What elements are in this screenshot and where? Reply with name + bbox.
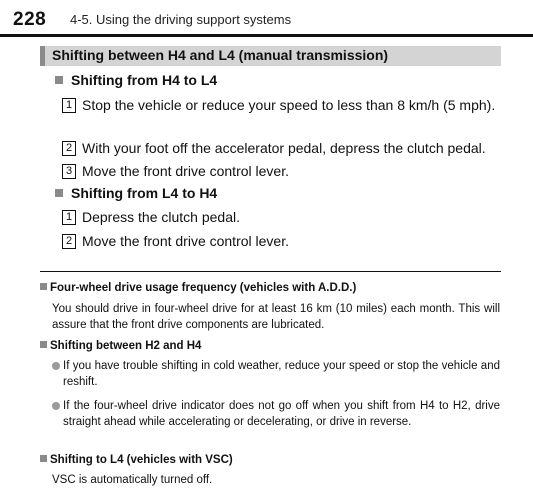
- note-body: You should drive in four-wheel drive for at least 16 km (10 miles) each month. This will assure that the front drive components are lubricated.: [52, 303, 500, 331]
- step-item: [62, 208, 500, 227]
- page-header: [0, 0, 533, 36]
- note-heading: [40, 454, 233, 466]
- section-heading-bar: [40, 46, 501, 66]
- section-title: Shifting between H4 and L4 (manual transmission): [52, 47, 389, 63]
- chapter-title: 4-5. Using the driving support systems: [70, 12, 292, 27]
- note-title: Four-wheel drive usage frequency (vehicles with A.D.D.): [50, 282, 357, 294]
- step-number-box: 1: [62, 98, 76, 113]
- note-bullet-item: [52, 358, 500, 390]
- step-number-box: 2: [62, 234, 76, 249]
- step-text: Move the front drive control lever.: [82, 233, 289, 249]
- subsection-heading-l4-to-h4: [55, 185, 217, 201]
- note-heading: [40, 340, 201, 352]
- step-item: [62, 162, 500, 181]
- step-item: [62, 232, 500, 251]
- bullet-text: If you have trouble shifting in cold weather, reduce your speed or stop the vehicle and reshift.: [63, 360, 500, 388]
- square-bullet-icon: [55, 76, 63, 84]
- note-heading: [40, 282, 356, 294]
- square-bullet-icon: [40, 283, 47, 290]
- page-number: 228: [13, 9, 47, 30]
- subsection-title: Shifting from L4 to H4: [71, 185, 218, 201]
- step-text: Stop the vehicle or reduce your speed to less than 8 km/h (5 mph).: [82, 97, 496, 113]
- step-number-box: 1: [62, 210, 76, 225]
- note-title: Shifting to L4 (vehicles with VSC): [50, 454, 233, 466]
- square-bullet-icon: [40, 455, 47, 462]
- step-text: With your foot off the accelerator pedal, depress the clutch pedal.: [82, 140, 486, 156]
- section-divider: [40, 271, 501, 272]
- square-bullet-icon: [55, 189, 63, 197]
- step-text: Depress the clutch pedal.: [82, 209, 240, 225]
- bullet-text: If the four-wheel drive indicator does not go off when you shift from H4 to H2, drive straight ahead while accelerating or decelerating, or drive in reverse.: [63, 400, 500, 428]
- step-item: [62, 139, 500, 158]
- subsection-heading-h4-to-l4: [55, 72, 217, 88]
- note-title: Shifting between H2 and H4: [50, 340, 202, 352]
- subsection-title: Shifting from H4 to L4: [71, 72, 218, 88]
- step-text: Move the front drive control lever.: [82, 163, 289, 179]
- square-bullet-icon: [40, 341, 47, 348]
- step-number-box: 2: [62, 141, 76, 156]
- note-bullet-item: [52, 398, 500, 430]
- round-bullet-icon: [52, 362, 60, 370]
- note-body: VSC is automatically turned off.: [52, 474, 213, 486]
- step-number-box: 3: [62, 164, 76, 179]
- header-rule: [0, 34, 533, 37]
- round-bullet-icon: [52, 402, 60, 410]
- step-item: [62, 96, 500, 115]
